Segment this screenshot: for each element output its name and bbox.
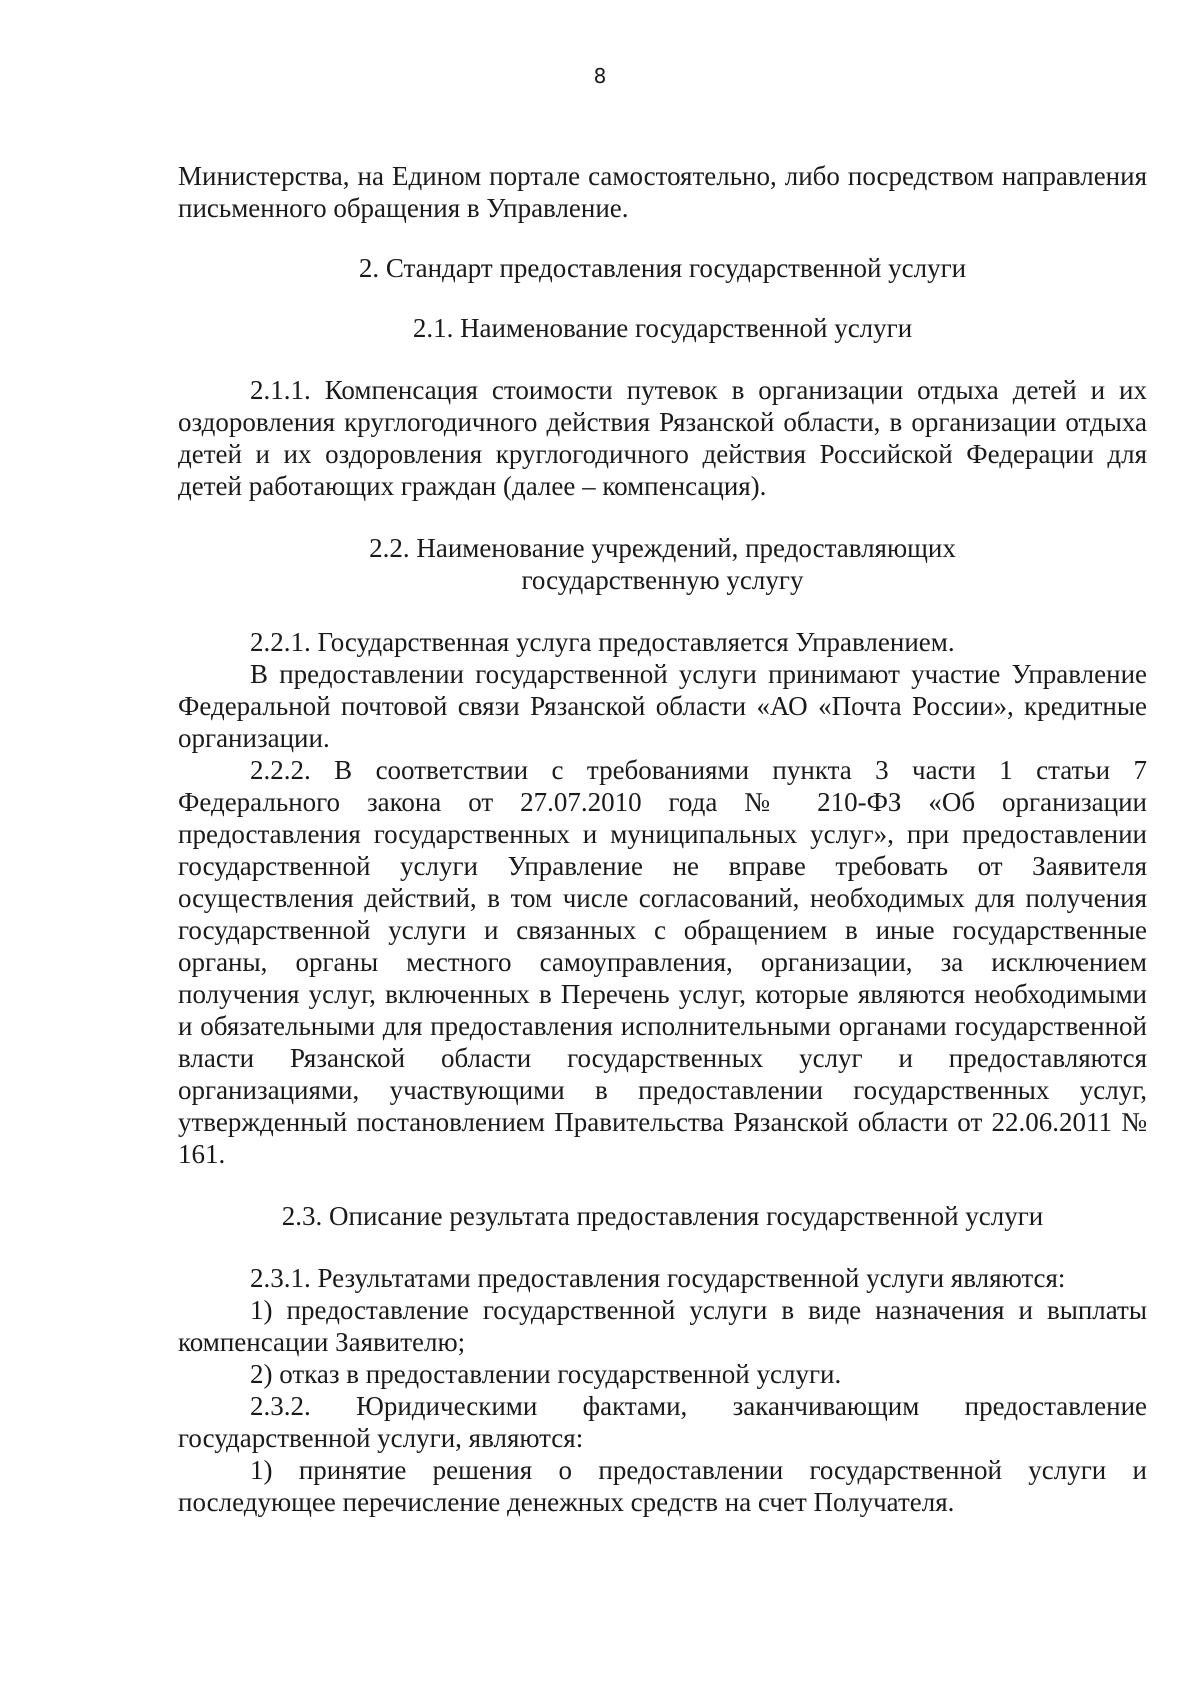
paragraph-2-3-1: 2.3.1. Результатами предоставления государственной услуги являются: xyxy=(250,1263,1066,1293)
document-body xyxy=(178,160,1147,1518)
list-item-2-3-2-1: 1) принятие решения о предоставлении государственной услуги и последующее перечисление денежных средств на счет Получателя. xyxy=(178,1455,1147,1517)
subsection-2-2-title-line1: 2.2. Наименование учреждений, предоставляющих xyxy=(369,533,956,563)
section-2-title: 2. Стандарт предоставления государственной услуги xyxy=(358,253,967,283)
intro-paragraph: Министерства, на Едином портале самостоятельно, либо посредством направления письменного обращения в Управление. xyxy=(178,161,1147,223)
paragraph-2-2-2: 2.2.2. В соответствии с требованиями пункта 3 части 1 статьи 7 Федерального закона от 27.07.2010 года № 210-ФЗ «Об организации предоставления государственных и муниципальных услуг», при предоставлении государственной услуги Управление не вправе требовать от Заявителя осуществления действий, в том числе согласований, необходимых для получения государственной услуги и связанных с обращением в иные государственные органы, органы местного самоуправления, организации, за исключением получения услуг, включенных в Перечень услуг, которые являются необходимыми и обязательными для предоставления исполнительными органами государственной власти Рязанской области государственных услуг и предоставляются организациями, участвующими в предоставлении государственных услуг, утвержденный постановлением Правительства Рязанской области от 22.06.2011 № 161. xyxy=(178,755,1147,1169)
paragraph-2-3-2: 2.3.2. Юридическими фактами, заканчивающим предоставление государственной услуги, являются: xyxy=(178,1391,1147,1453)
subsection-2-1-title: 2.1. Наименование государственной услуги xyxy=(412,313,913,343)
list-item-2-3-1-1: 1) предоставление государственной услуги в виде назначения и выплаты компенсации Заявителю; xyxy=(178,1295,1147,1357)
paragraph-2-2-1: 2.2.1. Государственная услуга предоставляется Управлением. xyxy=(250,627,955,657)
subsection-2-2-title-line2: государственную услугу xyxy=(521,565,804,595)
paragraph-2-1-1: 2.1.1. Компенсация стоимости путевок в организации отдыха детей и их оздоровления круглогодичного действия Рязанской области, в организации отдыха детей и их оздоровления круглогодичного действия Российской Федерации для детей работающих граждан (далее – компенсация). xyxy=(178,375,1147,501)
list-item-2-3-1-2: 2) отказ в предоставлении государственной услуги. xyxy=(250,1359,842,1389)
subsection-2-3-title: 2.3. Описание результата предоставления государственной услуги xyxy=(281,1201,1044,1231)
page-number: 8 xyxy=(593,64,607,88)
paragraph-2-2-1-continued: В предоставлении государственной услуги принимают участие Управление Федеральной почтовой связи Рязанской области «АО «Почта России», кредитные организации. xyxy=(178,659,1147,753)
